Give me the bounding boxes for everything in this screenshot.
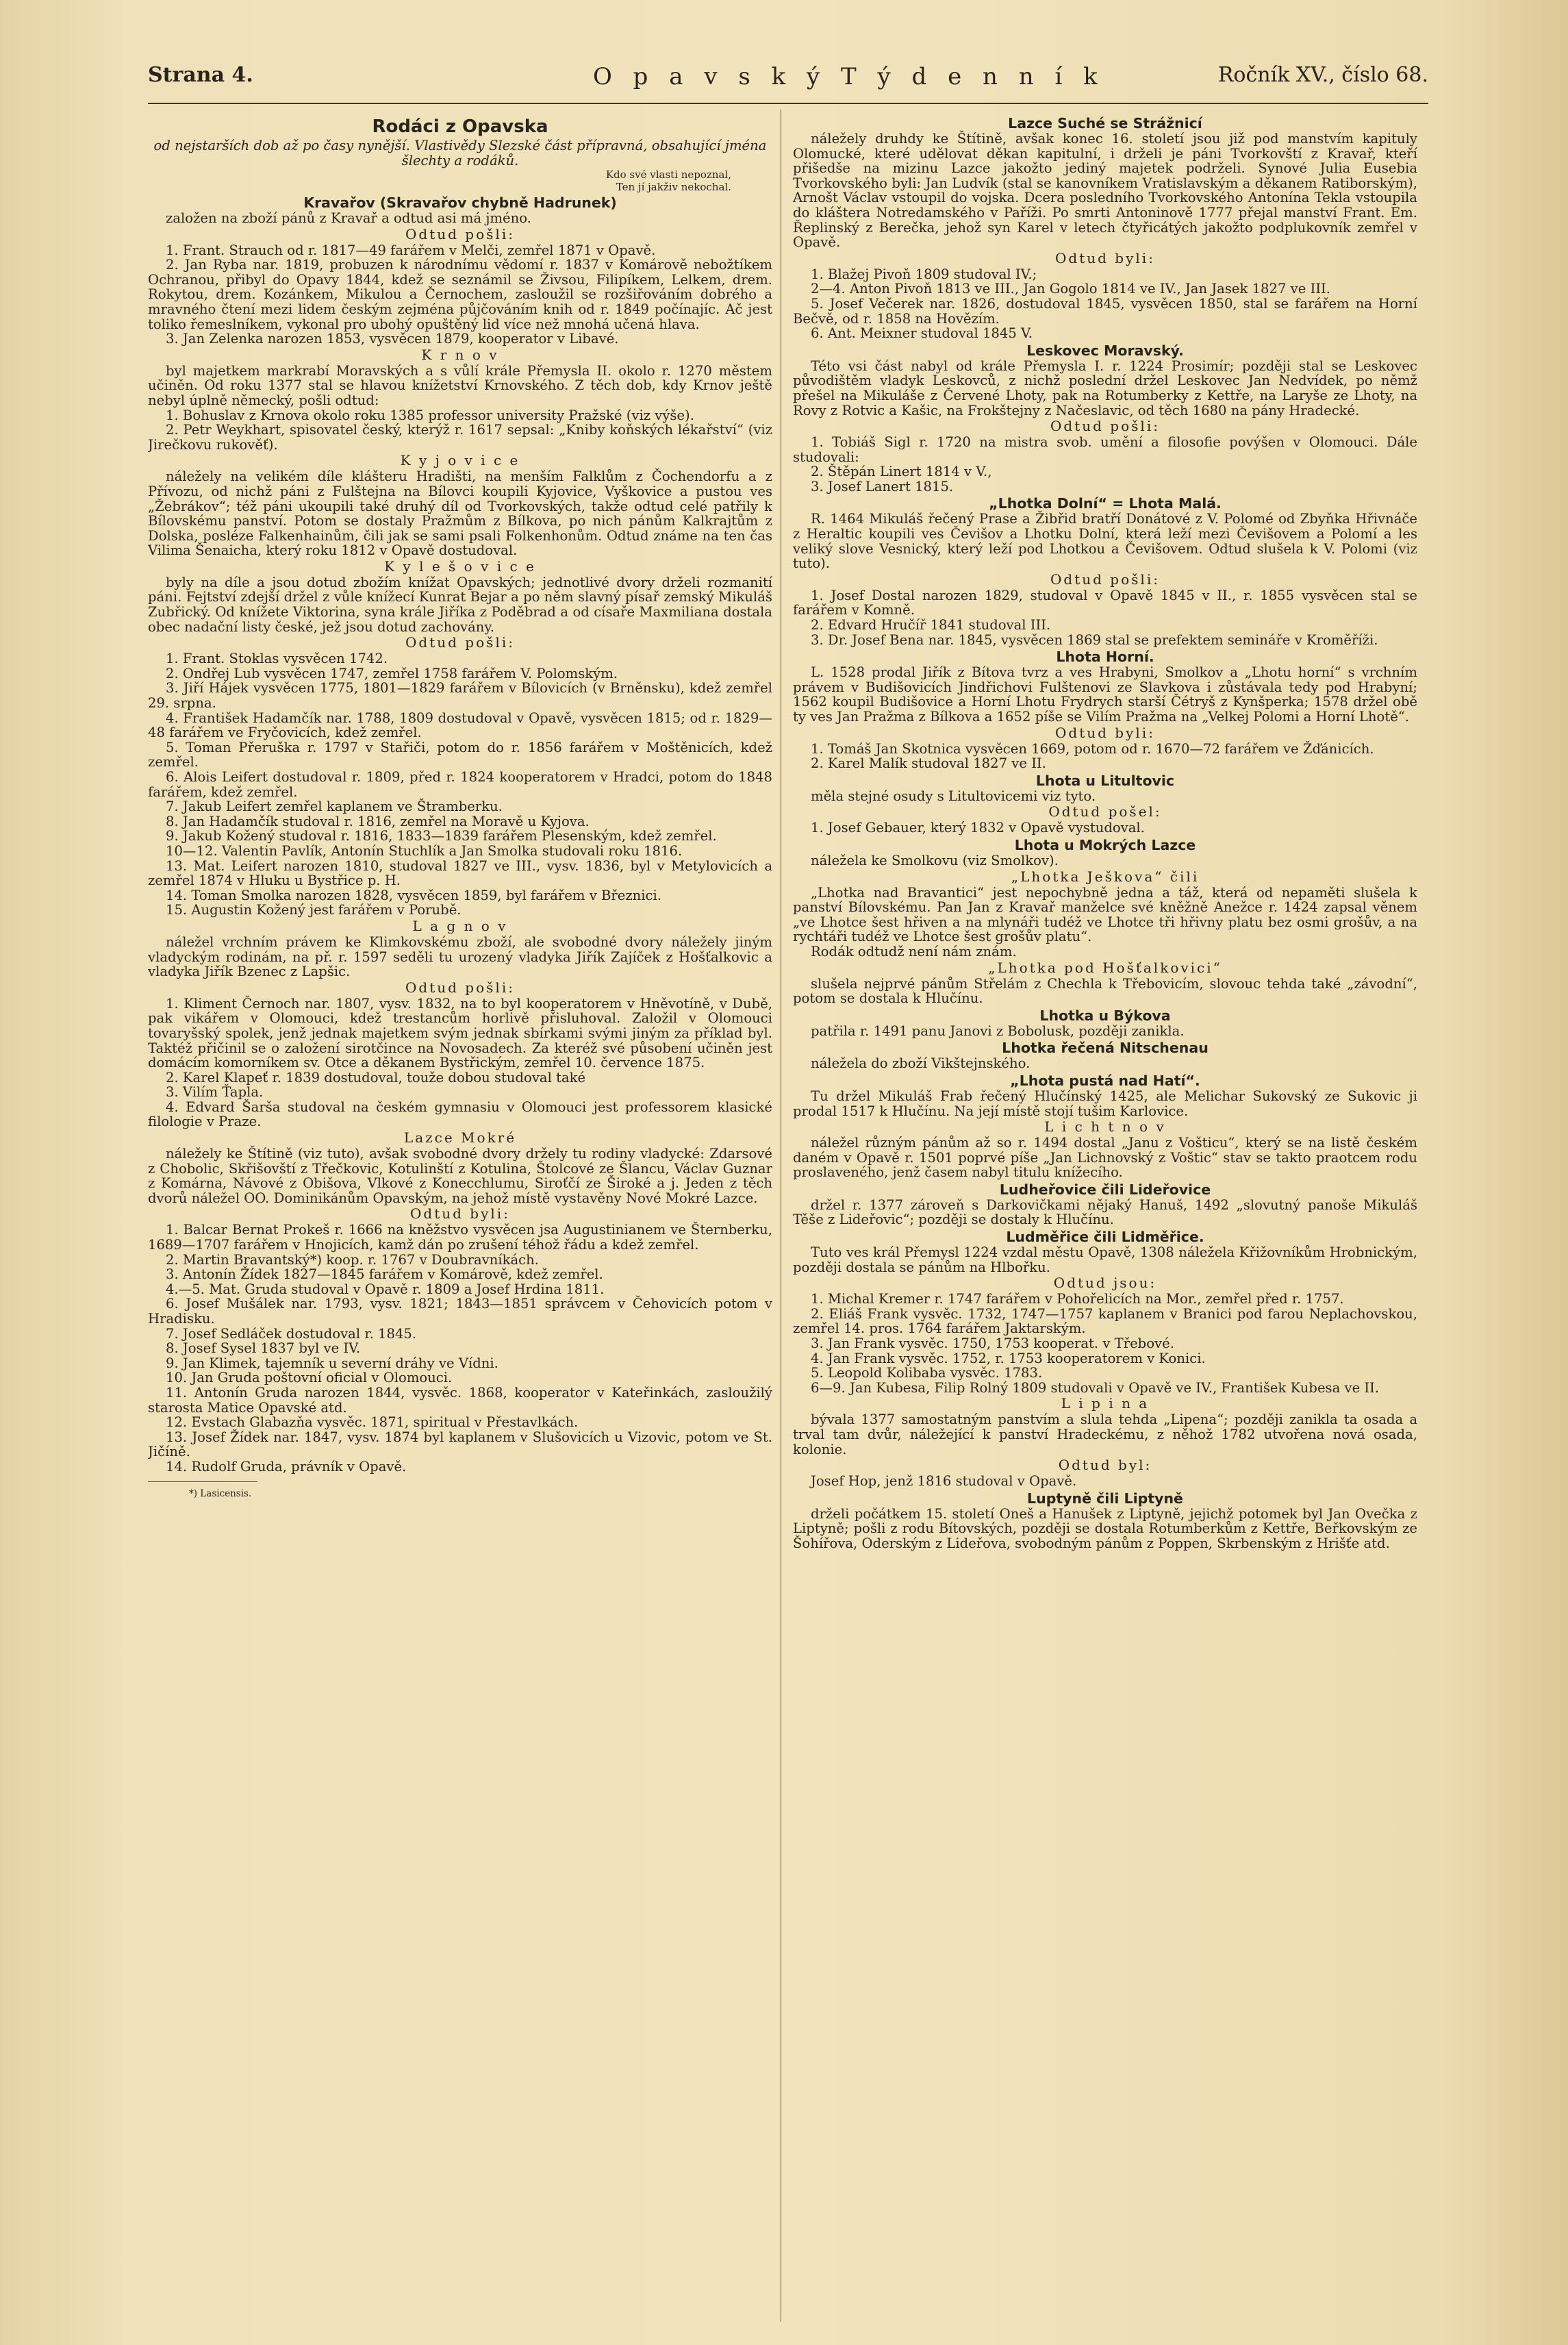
paragraph: 1. Michal Kremer r. 1747 farářem v Pohořelicích na Mor., zemřel před r. 1757. [811, 1291, 1344, 1307]
subsection-heading: Odtud byli: [1055, 249, 1155, 266]
paragraph: 2. Edvard Hručíř 1841 studoval III. [811, 617, 1051, 634]
paragraph: 1. Tobiáš Sigl r. 1720 na mistra svob. umění a filosofie povýšen v Olomouci. Dále studovali: [793, 434, 1417, 465]
paragraph: 15. Augustin Kožený jest farářem v Porubě. [166, 902, 461, 918]
epigraph-line: Kdo své vlasti nepoznal, [605, 168, 731, 181]
paragraph: „Lhotka nad Bravantici“ jest nepochybně jedna a táž, která od nepaměti slušela k panství Bílovskému. Pan Jan z Kravař manželce své kněžně Anežce r. 1424 zapsal věnem „ve Lhotce šest hřiven a na mlynáři tudéž ve Lhotce tři hřivny platu bez osmi grošův, a na rychtáři tudéž ve Lhotce šest grošův platu“. [793, 884, 1417, 945]
paragraph: patřila r. 1491 panu Janovi z Bobolusk, později zanikla. [811, 1023, 1185, 1039]
subsection-heading: Odtud pošli: [405, 979, 515, 996]
paragraph: L. 1528 prodal Jiřík z Bítova tvrz a ves Hrabyni, Smolkov a „Lhotu horní“ s vrchním právem v Budišovicích Jindřichovi Fulštenovi ze Slavkova i zůstávala tedy pod Hrabyní; 1562 koupil Budišovice a Horní Lhotu Frydrych starší Čétryš z Kynšperka; 1578 držel obě ty ves Jan Pražma z Bílkova a 1652 píše se Vilím Pražma na „Velkej Polomi a Horní Lhotě“. [793, 664, 1417, 725]
paragraph: 14. Rudolf Gruda, právník v Opavě. [166, 1458, 407, 1475]
paragraph: 9. Jakub Kožený studoval r. 1816, 1833—1839 farářem Plesenským, kdež zemřel. [166, 828, 717, 844]
paragraph: založen na zboží pánů z Kravař a odtud asi má jméno. [166, 210, 531, 226]
footnote: *) Lasicensis. [189, 1488, 252, 1499]
page-number: Strana 4. [148, 63, 253, 87]
subsection-heading: Odtud byli: [1055, 724, 1155, 741]
paragraph: 1. Tomáš Jan Skotnica vysvěcen 1669, potom od r. 1670—72 farářem ve Žďánicích. [811, 740, 1374, 757]
paragraph: 1. Josef Gebauer, který 1832 v Opavě vystudoval. [811, 820, 1145, 836]
subsection-heading: Odtud pošli: [1050, 418, 1160, 435]
paragraph: 13. Josef Žídek nar. 1847, vysv. 1874 byl kaplanem v Slušovicích u Vizovic, potom ve St. Jičíně. [148, 1429, 772, 1460]
subsection-heading: K y l e š o v i c e [384, 557, 536, 575]
section-heading: Leskovec Moravský. [1026, 342, 1184, 359]
subsection-heading: L a g n o v [412, 917, 508, 934]
paragraph: 4. František Hadamčík nar. 1788, 1809 dostudoval v Opavě, vysvěcen 1815; od r. 1829—48 farářem ve Fryčovicích, kdež zemřel. [148, 710, 772, 741]
right-column [793, 114, 1417, 2319]
subsection-heading: L i p i n a [1061, 1395, 1150, 1412]
paragraph: 13. Mat. Leifert narozen 1810, studoval 1827 ve III., vysv. 1836, byl v Metylovicích a zemřel 1874 v Hluku u Bystřice p. H. [148, 857, 772, 889]
section-heading: Kravařov (Skravařov chybně Hadrunek) [303, 195, 617, 211]
article-subtitle: od nejstarších dob až po časy nynější. Vlastivědy Slezské část přípravná, obsahující jména šlechty a rodáků. [153, 138, 767, 168]
paragraph: 5. Josef Večerek nar. 1826, dostudoval 1845, vysvěcen 1850, stal se farářem na Horní Bečvě, od r. 1858 na Hovězím. [793, 295, 1417, 327]
paragraph: 2. Karel Malík studoval 1827 ve II. [811, 755, 1046, 772]
subsection-heading: Odtud pošli: [405, 225, 515, 242]
paragraph: 14. Toman Smolka narozen 1828, vysvěcen 1859, byl farářem v Březnici. [166, 887, 662, 903]
paragraph: 3. Dr. Josef Bena nar. 1845, vysvěcen 1869 stal se prefektem semináře v Kroměříži. [811, 631, 1378, 648]
paragraph: 8. Josef Sysel 1837 byl ve IV. [166, 1340, 361, 1357]
paragraph: 3. Josef Lanert 1815. [811, 478, 954, 494]
paragraph: 6. Alois Leifert dostudoval r. 1809, před r. 1824 kooperatorem v Hradci, potom do 1848 farářem, kdež zemřel. [148, 769, 772, 800]
section-heading: „Lhotka Dolní“ = Lhota Malá. [989, 495, 1222, 512]
paragraph: 2. Štěpán Linert 1814 v V., [811, 464, 992, 480]
paragraph: náležely druhdy ke Štítině, avšak konec 16. století jsou již pod manstvím kapituly Olomucké, které udělovat děkan kapitulní, i drželi je páni Tvorkovští z Kravař, kteří přišedše na mizinu Lazce jakožto jediný majetek podrželi. Synové Julia Eusebia Tvorkovského byli: Jan Ludvík (stal se kanovníkem Vratislavským a děkanem Ratiborským), Arnošt Václav vstoupil do vojska. Dcera posledního Tvorkovského Antonína Tekla vstoupila do kláštera Notredamského v Paříži. Po smrti Antoninově 1777 přejal manství Frant. Em. Řeplinský z Berečka, jehož syn Karel v letech čtyřicátých jakožto podplukovník zemřel v Opavě. [793, 131, 1417, 251]
paragraph: 6—9. Jan Kubesa, Filip Rolný 1809 studovali v Opavě ve IV., František Kubesa ve II. [811, 1379, 1380, 1396]
paragraph: Tu držel Mikuláš Frab řečený Hlučínský 1425, ale Melichar Sukovský ze Sukovic ji prodal 1517 k Hlučínu. Na její místě stojí tušim Karlovice. [793, 1088, 1417, 1119]
paragraph: 2. Jan Ryba nar. 1819, probuzen k národnímu vědomí r. 1837 v Komárově nebožtíkem Ochranou, přibyl do Opavy 1844, kdež se seznámil se Živsou, Filipíkem, Lelkem, drem. Rokytou, drem. Kozánkem, Mikulou a Černochem, zasloužil se rozšiřováním dobrého a mravného čtení mezi lidem českým zejména půjčováním knih od r. 1849 počínajíc. Ač jest toliko řemeslníkem, vykonal pro ubohý opuštěný lid více než mnohá učená hlava. [148, 257, 772, 332]
subsection-heading: K y j o v i c e [400, 452, 520, 469]
section-heading: Luptyně čili Liptyně [1027, 1490, 1183, 1507]
paragraph: měla stejné osudy s Litultovicemi viz tyto. [811, 788, 1096, 804]
paragraph: 7. Jakub Leifert zemřel kaplanem ve Štramberku. [166, 799, 503, 815]
paragraph: Této vsi část nabyl od krále Přemysla I. r. 1224 Prosimír; později stal se Leskovec původištěm vladyk Leskovců, z nichž poslední držel Leskovec Jan Nedvídek, po němž přešel na Mikuláše z Červené Lhoty, pak na Rotumberky z Kettře, na Laryše ze Lhoty, na Rovy z Rotvic a Kašic, na Frokštejny z Načeslavic, od těch 1680 na pány Hradecké. [793, 358, 1417, 418]
subsection-heading: Odtud pošli: [1050, 570, 1160, 588]
paragraph: 1. Frant. Stoklas vysvěcen 1742. [166, 651, 388, 667]
paragraph: byly na díle a jsou dotud zbožím knížat Opavských; jednotlivé dvory drželi rozmanití páni. Fejtství zdejší držel z vůle knížecí Kunrat Bejar a po něm slavný písař zemský Mikuláš Zubřický. Od knížete Viktorina, syna krále Jiříka z Poděbrad a od císaře Maxmiliana dostala obec nadační listy české, jež jsou dotud zachovány. [148, 574, 772, 635]
paragraph: náležel různým pánům až so r. 1494 dostal „Janu z Vošticu“, který se na listě českém daném v Opavě r. 1501 poprvé píše „Jan Lichnovský z Voštic“ stav se takto praotcem rodu proslaveného, jenž časem nabyl titulu knížecího. [793, 1135, 1417, 1181]
section-heading: „Lhota pustá nad Hatí“. [1010, 1072, 1200, 1089]
footnote-rule [148, 1481, 257, 1482]
paragraph: náležela ke Smolkovu (viz Smolkov). [811, 852, 1059, 868]
page-header [148, 63, 1428, 97]
paragraph: 3. Vilím Ťapla. [166, 1084, 264, 1101]
paragraph: 1. Bohuslav z Krnova okolo roku 1385 professor university Pražské (viz výše). [166, 407, 694, 423]
paragraph: 1. Frant. Strauch od r. 1817—49 farářem v Melči, zemřel 1871 v Opavě. [166, 242, 656, 258]
article-title: Rodáci z Opavska [372, 116, 548, 137]
paragraph: 2—4. Anton Pivoň 1813 ve III., Jan Gogolo 1814 ve IV., Jan Jasek 1827 ve III. [811, 281, 1331, 297]
subsection-heading: L i c h t n o v [1044, 1118, 1166, 1136]
paragraph: 7. Josef Sedláček dostudoval r. 1845. [166, 1325, 417, 1342]
subsection-heading: Odtud byl: [1058, 1457, 1152, 1474]
paragraph: 1. Josef Dostal narozen 1829, studoval v Opavě 1845 v II., r. 1855 vysvěcen stal se farářem v Komně. [793, 587, 1417, 618]
paragraph: 4. Jan Frank vysvěc. 1752, r. 1753 kooperatorem v Konici. [811, 1350, 1206, 1366]
paragraph: 10. Jan Gruda poštovní oficial v Olomouci. [166, 1370, 453, 1386]
section-heading: Lhotka u Býkova [1039, 1007, 1171, 1024]
paragraph: slušela nejprvé pánům Střelám z Chechla k Třebovicím, slovouc tehda také „závodní“, potom se dostala k Hlučínu. [793, 975, 1417, 1007]
paragraph: 6. Ant. Meixner studoval 1845 V. [811, 325, 1033, 342]
paragraph: bývala 1377 samostatným panstvím a slula tehda „Lipena“; později zanikla ta osada a trval tam dvůr, náležející k panství Hradeckému, z něhož 1782 utvořena nová osada, kolonie. [793, 1412, 1417, 1457]
newspaper-title: O p a v s k ý T ý d e n n í k [593, 63, 1104, 90]
paragraph: 5. Leopold Kolibaba vysvěc. 1783. [811, 1365, 1043, 1381]
paragraph: 3. Jiří Hájek vysvěcen 1775, 1801—1829 farářem v Bílovicích (v Brněnsku), kdež zemřel 29. srpna. [148, 680, 772, 712]
section-heading: Lhotka řečená Nitschenau [1002, 1040, 1209, 1057]
paragraph: 3. Antonín Žídek 1827—1845 farářem v Komárově, kdež zemřel. [166, 1266, 603, 1283]
paragraph: Rodák odtudž není nám znám. [811, 943, 1017, 960]
paragraph: 2. Karel Klapeť r. 1839 dostudoval, touže dobou studoval také [166, 1069, 586, 1086]
paragraph: 3. Jan Frank vysvěc. 1750, 1753 kooperat. v Třebové. [811, 1335, 1174, 1352]
paragraph: 9. Jan Klimek, tajemník u severní dráhy ve Vídni. [166, 1355, 498, 1371]
header-rule [148, 103, 1428, 104]
epigraph-line: Ten jí jakživ nekochal. [616, 181, 731, 193]
paragraph: Tuto ves král Přemysl 1224 vzdal městu Opavě, 1308 náležela Křižovníkům Hrobnickým, později dostala se pánům na Hlbořku. [793, 1244, 1417, 1275]
paragraph: 2. Ondřej Lub vysvěcen 1747, zemřel 1758 farářem V. Polomským. [166, 665, 618, 681]
volume-issue: Ročník XV., číslo 68. [1217, 63, 1428, 87]
subsection-heading: Odtud jsou: [1053, 1275, 1157, 1292]
paragraph: R. 1464 Mikuláš řečený Prase a Žibřid bratří Donátové z V. Polomé od Zbyňka Hřivnáče z Heraltic koupili ves Čevišov a Lhotku Dolní, která leží mezi Čevišovem a Polomí a les veliký slove Vesnický, který leží pod Lhotkou a Čevišovem. Odtud slušela k V. Polomi (viz tuto). [793, 511, 1417, 572]
paragraph: držel r. 1377 zároveň s Darkovičkami nějaký Hanuš, 1492 „slovutný panoše Mikuláš Těše z Lideřovic“; později se dostaly k Hlučínu. [793, 1196, 1417, 1228]
paragraph: 1. Blažej Pivoň 1809 studoval IV.; [811, 266, 1037, 282]
paragraph: 6. Josef Mušálek nar. 1793, vysv. 1821; 1843—1851 správcem v Čehovicích potom v Hradisku. [148, 1296, 772, 1327]
paragraph: Josef Hop, jenž 1816 studoval v Opavě. [811, 1473, 1077, 1490]
paragraph: 1. Kliment Černoch nar. 1807, vysv. 1832, na to byl kooperatorem v Hněvotíně, v Dubě, pak vikářem v Olomouci, kdež trestancům horlivě přisluhoval. Založil v Olomouci tovaryšský spolek, jenž jednak majetkem svým jednak sbírkami svými jiným za příklad byl. Taktéž přičinil se o založení sirotčince na Novosadech. Za kteréž své působení učiněn jest domácím komorníkem sv. Otce a děkanem Bystřickým, zemřel 10. července 1875. [148, 995, 772, 1071]
subsection-heading: „Lhotka pod Hošťalkovici“ [988, 959, 1222, 976]
paragraph: náležely ke Štítině (viz tuto), avšak svobodné dvory držely tu rodiny vladycké: Zdarsové z Chobolic, Skřišovští z Třečkovic, Kotulinští z Kotulina, Štolcové ze Šlancu, Václav Guznar z Komárna, Návové z Obišova, Vlkové z Konecchlumu, Siroťčí ze Široké a j. Jeden z těch dvorů náležel OO. Dominikánům Opavským, na jehož místě vystavěny Nové Mokré Lazce. [148, 1146, 772, 1206]
paragraph: 1. Balcar Bernat Prokeš r. 1666 na kněžstvo vysvěcen jsa Augustinianem ve Šternberku, 1689—1707 farářem v Hnojicích, kamž dán po zrušení téhož řádu a kdež zemřel. [148, 1222, 772, 1253]
section-heading: Ludměřice čili Lidměřice. [1006, 1229, 1204, 1246]
paragraph: 4. Edvard Šarša studoval na českém gymnasiu v Olomouci jest professorem klasické filologie v Praze. [148, 1099, 772, 1130]
paragraph: 8. Jan Hadamčík studoval r. 1816, zemřel na Moravě u Kyjova. [166, 813, 590, 829]
paragraph: náležela do zboží Vikštejnského. [811, 1055, 1030, 1072]
paragraph: náležel vrchním právem ke Klimkovskému zboží, ale svobodné dvory náležely jiným vladyckým rodinám, na př. r. 1597 seděli tu urozený vladyka Jiřík Zajíček z Hošťalkovic a vladyka Jiřík Bzenec z Lapšic. [148, 933, 772, 980]
paragraph: 2. Martin Bravantský*) koop. r. 1767 v Doubravníkách. [166, 1251, 539, 1268]
subsection-heading: Lazce Mokré [403, 1129, 517, 1146]
paragraph: byl majetkem markrabí Moravských a s vůlí krále Přemysla II. okolo r. 1270 městem učiněn. Od roku 1377 stal se hlavou knížetství Krnovského. Z těch dob, kdy Krnov ještě nebyl úplně německý, pošli odtud: [148, 362, 772, 408]
section-heading: Ludheřovice čili Lideřovice [999, 1181, 1211, 1198]
paragraph: 3. Jan Zelenka narozen 1853, vysvěcen 1879, kooperator v Libavé. [166, 331, 619, 347]
section-heading: Lhota u Litultovic [1035, 772, 1175, 789]
subsection-heading: K r n o v [421, 346, 499, 363]
paragraph: 10—12. Valentin Pavlík, Antonín Stuchlík a Jan Smolka studovali roku 1816. [166, 842, 683, 859]
paragraph: drželi počátkem 15. století Oneš a Hanušek z Liptyně, jejichž potomek byl Jan Ovečka z Liptyně; pošli z rodu Bítovských, později se dostala Rotumberkům z Kettře, Beřkovským ze Šohířova, Oderským z Lideřova, svobodným pánům z Poppen, Skrbenským z Hrišťe atd. [793, 1505, 1417, 1551]
paragraph: 2. Petr Weykhart, spisovatel český, kterýž r. 1617 sepsal: „Kniby koňských lékařství“ (viz Jirečkovu rukověť). [148, 422, 772, 453]
paragraph: 5. Toman Přeruška r. 1797 v Stařiči, potom do r. 1856 farářem v Moštěnicích, kdež zemřel. [148, 739, 772, 770]
paragraph: 12. Evstach Glabazňa vysvěc. 1871, spiritual v Přestavlkách. [166, 1414, 579, 1431]
section-heading: Lazce Suché se Strážnicí [1008, 115, 1202, 131]
subsection-heading: „Lhotka Ješkova“ čili [1011, 868, 1200, 885]
subsection-heading: Odtud pošel: [1048, 803, 1162, 820]
paragraph: 4.—5. Mat. Gruda studoval v Opavě r. 1809 a Josef Hrdina 1811. [166, 1281, 605, 1297]
subsection-heading: Odtud pošli: [405, 634, 515, 651]
section-heading: Lhota Horní. [1056, 649, 1154, 666]
subsection-heading: Odtud byli: [410, 1205, 510, 1222]
paragraph: náležely na velikém díle klášteru Hradišti, na menším Falklům z Čochendorfu a z Přívozu, od nichž páni z Fulštejna na Bílovci koupili Kyjovice, Vyškovice a pustou ves „Žebrákov“; též páni ukoupili také druhý díl od Tvorkovských, takže odtud celé patřily k Bílovskému panství. Potom se dostaly Pražmům z Bílkova, po nich pánům Kalkrajtům z Dolska, posléze Falkenhainům, čili jak se sami psali Folkenhonům. Odtud známe na ten čas Vilima Šenaicha, který roku 1812 v Opavě dostudoval. [148, 468, 772, 559]
left-column [148, 114, 772, 2319]
paragraph: 11. Antonín Gruda narozen 1844, vysvěc. 1868, kooperator v Kateřinkách, zasloužilý starosta Matice Opavské atd. [148, 1384, 772, 1416]
section-heading: Lhota u Mokrých Lazce [1014, 836, 1196, 853]
paragraph: 2. Eliáš Frank vysvěc. 1732, 1747—1757 kaplanem v Branici pod farou Neplachovskou, zemřel 14. pros. 1764 farářem Jaktarským. [793, 1305, 1417, 1337]
